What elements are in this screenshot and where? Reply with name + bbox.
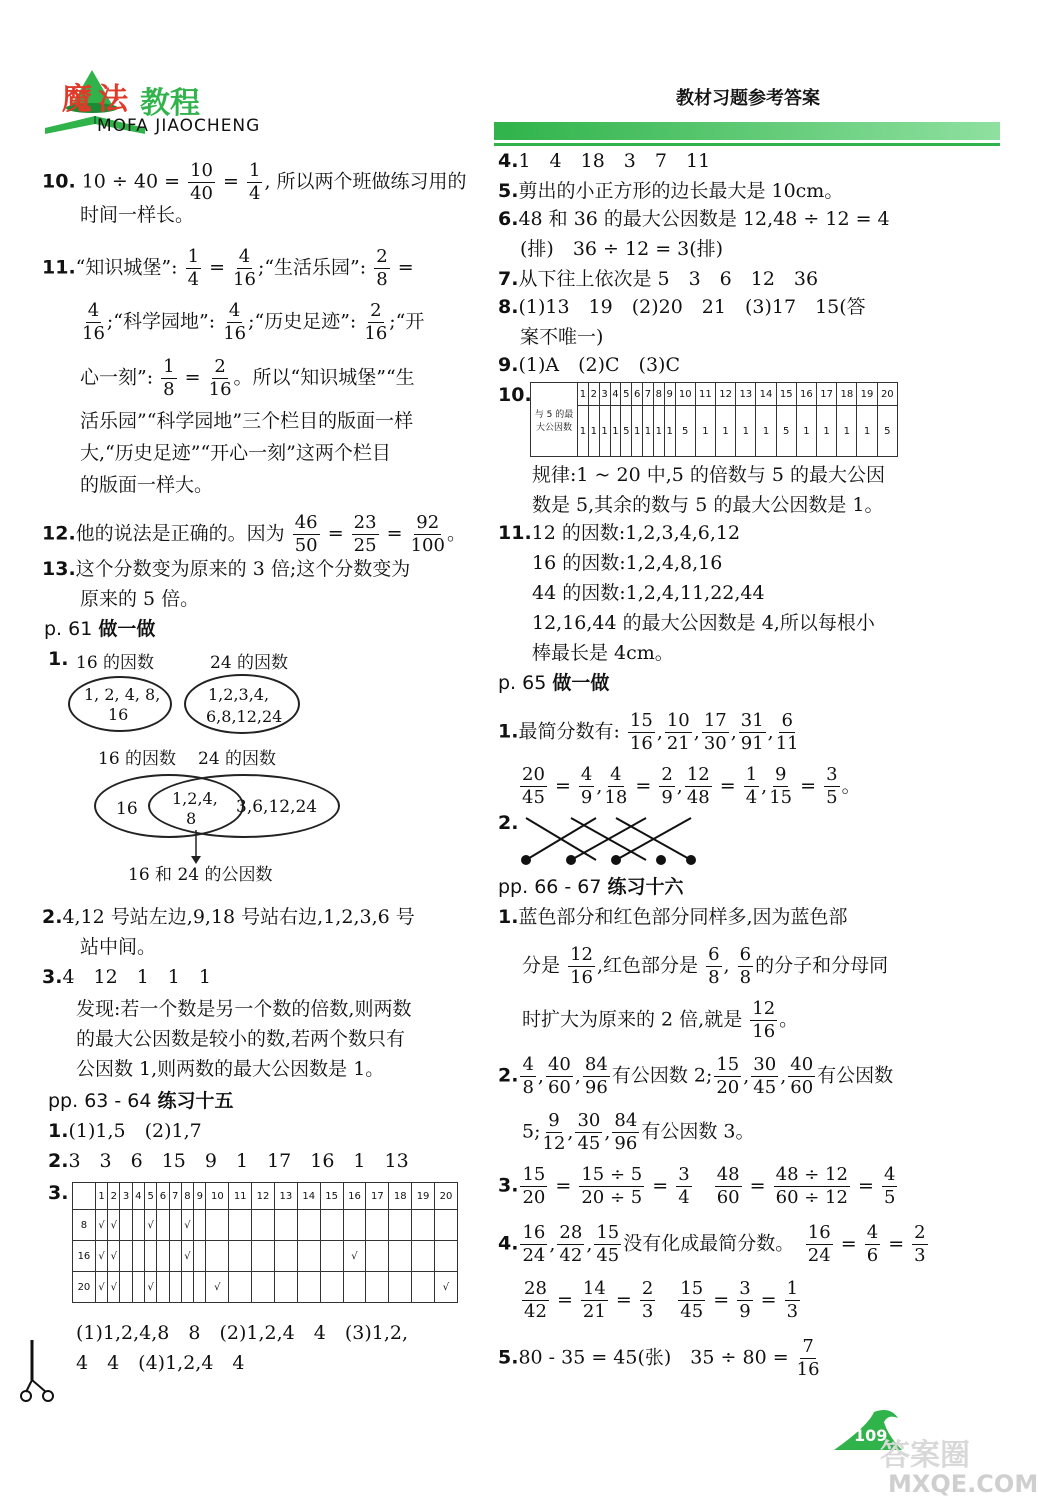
fraction: $\frac{30}{45}$ [577,1110,601,1154]
table-header-cell: 15 [320,1183,343,1210]
table-header-cell: 11 [695,383,715,406]
table-cell [229,1272,252,1303]
question-11-line4: 活乐园”“科学园地”三个栏目的版面一样 [80,410,414,432]
table-cell [181,1272,193,1303]
table-cell: √ [108,1272,120,1303]
table-cell [274,1272,297,1303]
row-label: 与 5 的最大公因数 [531,383,578,457]
table-header-cell: 9 [664,383,675,406]
table-cell: 5 [621,406,632,457]
matching-lines-diagram [516,810,716,870]
table-cell [434,1241,457,1272]
answer-7: 7.从下往上依次是 5 3 6 12 36 [498,268,819,290]
section-pp66-67: pp. 66 - 67 练习十六 [498,876,684,898]
answer-4: 4.1 4 18 3 7 11 [498,150,711,172]
table-cell [120,1210,132,1241]
table-cell: 1 [664,406,675,457]
table-cell [343,1272,366,1303]
table-header-cell: 3 [120,1183,132,1210]
table-cell [194,1210,206,1241]
table-cell [412,1272,435,1303]
fraction: $\frac{2}{8}$ [376,246,388,290]
fraction: $\frac{3}{9}$ [739,1278,751,1322]
fraction: $\frac{4}{16}$ [233,246,256,290]
table-header-cell: 7 [169,1183,181,1210]
table-cell [297,1241,320,1272]
fraction: $\frac{1}{4}$ [745,764,758,808]
gcd-with-5-table [530,382,898,457]
table-header-cell: 13 [736,383,756,406]
table-header-cell: 2 [588,383,599,406]
fraction: $\frac{4}{18}$ [604,764,628,808]
table-cell [320,1272,343,1303]
table-cell: √ [434,1272,457,1303]
table-cell [229,1210,252,1241]
logo [40,68,340,140]
table-cell: 1 [736,406,756,457]
watermark-cn: 答案圈 [880,1438,970,1473]
do-it-3-line4: 公因数 1,则两数的最大公因数是 1。 [76,1058,385,1080]
table-cell: √ [95,1241,107,1272]
section-pp63-64: pp. 63 - 64 练习十五 [48,1090,234,1112]
table-cell: 1 [857,406,877,457]
fraction: $\frac{92}{100}$ [410,512,445,556]
question-11-line3: 心一刻”: $\frac{1}{8}$ = $\frac{2}{16}$ 。所以“知识城堡”“生 [80,356,415,400]
table-row [73,1241,458,1272]
table-cell: √ [95,1272,107,1303]
table-cell [389,1272,412,1303]
table-header-cell: 6 [632,383,643,406]
fraction: $\frac{6}{8}$ [739,944,752,988]
do-it-3: 3.4 12 1 1 1 [42,966,211,988]
watermark-url: MXQE.COM [888,1470,1038,1498]
table-header-cell: 12 [716,383,736,406]
fraction: $\frac{15}{45}$ [680,1278,704,1322]
table-header-cell: 17 [366,1183,389,1210]
table-cell: 1 [837,406,857,457]
do-it-3-line2: 发现:若一个数是另一个数的倍数,则两数 [76,998,412,1020]
set-16-line2: 16 [108,705,129,724]
exercise-2: 2.3 3 6 15 9 1 17 16 1 13 [48,1150,409,1172]
answer-6-line2: (排) 36 ÷ 12 = 3(排) [520,238,724,260]
p65-answer-1: 1.最简分数有: $\frac{15}{16}$ , $\frac{10}{21}$ , $\frac{17}{30}$ , $\frac{31}{91}$ , $\frac{6}{11}$ [498,710,799,754]
table-cell [320,1241,343,1272]
table-header-cell: 15 [776,383,796,406]
fraction: $\frac{15}{45}$ [596,1222,620,1266]
venn-label-16: 16 的因数 [98,749,177,769]
answer-9: 9.(1)A (2)C (3)C [498,354,680,376]
table-cell: 1 [643,406,654,457]
table-cell: √ [95,1210,107,1241]
answer-6: 6.48 和 36 的最大公因数是 12,48 ÷ 12 = 4 [498,208,890,230]
fraction: $\frac{2}{3}$ [641,1278,654,1322]
table-cell: 5 [877,406,897,457]
table-header-cell: 5 [621,383,632,406]
brand-pinyin: MOFA JIAOCHENG [97,116,261,136]
table-header-cell: 4 [610,383,621,406]
table-header-cell: 7 [643,383,654,406]
table-cell: √ [144,1272,156,1303]
exercise16-1-line2: 分是 $\frac{12}{16}$ ,红色部分是 $\frac{6}{8}$ , $\frac{6}{8}$ 的分子和分母同 [522,944,889,988]
fraction: $\frac{4}{8}$ [522,1054,534,1098]
exercise-3-answer-line2: 4 4 (4)1,2,4 4 [76,1352,245,1374]
logo-char-1: 魔 [62,82,92,117]
table-cell [252,1272,275,1303]
table-header-cell: 6 [157,1183,169,1210]
fraction: $\frac{9}{12}$ [542,1110,566,1154]
fraction: $\frac{16}{24}$ [522,1222,546,1266]
question-13: 13.这个分数变为原来的 3 倍;这个分数变为 [42,558,411,580]
table-header-cell: 13 [274,1183,297,1210]
page-number: 109 [854,1426,888,1445]
answer-11-line3: 44 的因数:1,2,4,11,22,44 [532,582,765,604]
table-header-cell: 8 [181,1183,193,1210]
table-header-cell: 18 [389,1183,412,1210]
venn-only-24: 3,6,12,24 [236,797,318,817]
fraction: $\frac{4}{16}$ [223,300,247,344]
venn-only-16: 16 [116,799,138,819]
table-cell [366,1241,389,1272]
table-cell: 1 [610,406,621,457]
fraction: $\frac{6}{11}$ [775,710,799,754]
exercise16-2-line2: 5; $\frac{9}{12}$ , $\frac{30}{45}$ , $\frac{84}{96}$ 有公因数 3。 [522,1110,755,1154]
answer-10-rule-line1: 规律:1 ~ 20 中,5 的倍数与 5 的最大公因 [532,464,886,486]
set-24-line2: 6,8,12,24 [206,707,283,726]
set-24-line1: 1,2,3,4, [208,685,270,704]
table-cell: √ [181,1241,193,1272]
table-cell: 1 [588,406,599,457]
table-cell: 1 [796,406,816,457]
exercise16-3: 3. $\frac{15}{20}$ = $\frac{15 \div 5}{20 \div 5}$ = $\frac{3}{4}$ $\frac{48}{60}$ = $\frac{48 \div 12}{60 \div 12}$ = $\frac{4}{5}$ [498,1164,896,1208]
exercise-1: 1.(1)1,5 (2)1,7 [48,1120,202,1142]
fraction: $\frac{3}{5}$ [826,764,838,808]
exercise16-4: 4. $\frac{16}{24}$ , $\frac{28}{42}$ , $\frac{15}{45}$ 没有化成最简分数。 $\frac{16}{24}$ = $\frac{4}{6}$ = $\frac{2}{3}$ [498,1222,926,1266]
table-cell: 1 [632,406,643,457]
table-cell: 5 [776,406,796,457]
fraction: $\frac{16}{24}$ [807,1222,831,1266]
fraction: $\frac{1}{8}$ [163,356,175,400]
logo-suffix: 教程 [140,86,200,121]
table-cell [157,1272,169,1303]
fraction: $\frac{4}{9}$ [580,764,593,808]
table-cell [412,1241,435,1272]
fraction: $\frac{7}{16}$ [796,1336,820,1380]
answer-10-number: 10. [498,384,532,406]
fraction: $\frac{1}{4}$ [187,246,200,290]
fraction: $\frac{4}{16}$ [82,300,105,344]
fraction: $\frac{84}{96}$ [584,1054,608,1098]
answer-11-line5: 棒最长是 4cm。 [532,642,674,664]
set-16-line1: 1, 2, 4, 8, [84,685,161,704]
fraction: $\frac{1}{3}$ [786,1278,799,1322]
table-header-cell: 20 [434,1183,457,1210]
exercise16-5: 5.80 - 35 = 45(张) 35 ÷ 80 = $\frac{7}{16}$ [498,1336,820,1380]
fraction: $\frac{4}{6}$ [866,1222,879,1266]
exercise-3-answer-line1: (1)1,2,4,8 8 (2)1,2,4 4 (3)1,2, [76,1322,408,1344]
table-cell [252,1241,275,1272]
fraction: $\frac{12}{16}$ [752,998,776,1042]
table-cell [157,1241,169,1272]
table-cell: 1 [578,406,589,457]
fraction: $\frac{46}{50}$ [294,512,318,556]
answer-11-line4: 12,16,44 的最大公因数是 4,所以每根小 [532,612,875,634]
section-p65: p. 65 做一做 [498,672,610,694]
table-cell [169,1210,181,1241]
do-it-3-line3: 的最大公因数是较小的数,若两个数只有 [76,1028,406,1050]
header-rule [494,143,1000,146]
fraction: $\frac{6}{8}$ [708,944,720,988]
fraction: $\frac{2}{16}$ [208,356,232,400]
question-11: 11.“知识城堡”: $\frac{1}{4}$ = $\frac{4}{16}$ ;“生活乐园”: $\frac{2}{8}$ = [42,246,414,290]
fraction: $\frac{20}{45}$ [522,764,545,808]
fraction: $\frac{15 \div 5}{20 \div 5}$ [581,1164,643,1208]
factor-table [72,1182,458,1303]
fraction: $\frac{48 \div 12}{60 \div 12}$ [775,1164,848,1208]
fraction: $\frac{12}{48}$ [686,764,710,808]
row-label: 16 [73,1241,96,1272]
question-11-line5: 大,“历史足迹”“开心一刻”这两个栏目 [80,442,391,464]
table-cell [297,1210,320,1241]
table-header-cell: 3 [599,383,610,406]
table-cell [132,1241,144,1272]
table-cell [320,1210,343,1241]
table-cell: √ [206,1272,229,1303]
section-p61: p. 61 做一做 [44,618,156,640]
table-cell: √ [108,1210,120,1241]
table-cell: 1 [695,406,715,457]
table-cell [366,1210,389,1241]
fraction: $\frac{30}{45}$ [753,1054,777,1098]
table-header-cell: 1 [95,1183,107,1210]
fraction: $\frac{15}{16}$ [629,710,653,754]
question-10-line2: 时间一样长。 [80,204,195,226]
table-row [73,1210,458,1241]
fraction: $\frac{1}{4}$ [249,160,261,204]
table-header-cell: 4 [132,1183,144,1210]
table-cell [274,1210,297,1241]
answer-8: 8.(1)13 19 (2)20 21 (3)17 15(答 [498,296,866,318]
table-cell [389,1210,412,1241]
table-header-cell: 12 [252,1183,275,1210]
exercise16-1: 1.蓝色部分和红色部分同样多,因为蓝色部 [498,906,848,928]
fraction: $\frac{4}{5}$ [883,1164,896,1208]
common-factors-caption: 16 和 24 的公因数 [128,865,273,885]
table-cell [120,1241,132,1272]
table-header-cell: 9 [194,1183,206,1210]
fraction: $\frac{15}{20}$ [716,1054,740,1098]
table-cell [144,1241,156,1272]
table-header-cell: 19 [857,383,877,406]
table-header-cell: 11 [229,1183,252,1210]
table-cell [274,1241,297,1272]
exercise16-4-line2: $\frac{28}{42}$ = $\frac{14}{21}$ = $\frac{2}{3}$ $\frac{15}{45}$ = $\frac{3}{9}$ = $\frac{1}{3}$ [524,1278,799,1322]
table-header-cell: 10 [206,1183,229,1210]
exercise-3-number: 3. [48,1182,69,1204]
exercise16-2: 2. $\frac{4}{8}$ , $\frac{40}{60}$ , $\frac{84}{96}$ 有公因数 2; $\frac{15}{20}$ , $\frac{30}{45}$ , $\frac{40}{60}$ 有公因数 [498,1054,894,1098]
fraction: $\frac{2}{16}$ [364,300,388,344]
venn-label-24: 24 的因数 [198,749,277,769]
table-header-cell: 8 [653,383,664,406]
table-header-cell: 16 [796,383,816,406]
fraction: $\frac{40}{60}$ [790,1054,814,1098]
fraction: $\frac{84}{96}$ [614,1110,638,1154]
table-cell [412,1210,435,1241]
label-24-factors: 24 的因数 [210,653,289,673]
table-cell [206,1241,229,1272]
table-header-cell: 1 [578,383,589,406]
fraction: $\frac{31}{91}$ [740,710,764,754]
question-11-line6: 的版面一样大。 [80,474,214,496]
table-cell [169,1241,181,1272]
table-header-cell: 17 [817,383,837,406]
table-cell [297,1272,320,1303]
table-header-cell: 16 [343,1183,366,1210]
fraction: $\frac{28}{42}$ [524,1278,547,1322]
exercise16-1-line3: 时扩大为原来的 2 倍,就是 $\frac{12}{16}$ 。 [522,998,799,1042]
table-cell [366,1272,389,1303]
fraction: $\frac{17}{30}$ [703,710,727,754]
fraction: $\frac{40}{60}$ [547,1054,571,1098]
table-cell: √ [343,1241,366,1272]
table-cell: 1 [653,406,664,457]
question-13-line2: 原来的 5 倍。 [80,588,200,610]
fraction: $\frac{14}{21}$ [582,1278,606,1322]
answer-11-line2: 16 的因数:1,2,4,8,16 [532,552,723,574]
table-header-cell: 2 [108,1183,120,1210]
table-cell [120,1272,132,1303]
table-header-cell: 10 [675,383,695,406]
answer-5: 5.剪出的小正方形的边长最大是 10cm。 [498,180,844,202]
answer-11: 11.12 的因数:1,2,3,4,6,12 [498,522,741,544]
table-header-cell: 5 [144,1183,156,1210]
header-green-bar [494,122,1000,140]
table-cell [194,1241,206,1272]
table-cell: 1 [817,406,837,457]
fraction: $\frac{2}{9}$ [661,764,673,808]
table-cell [206,1210,229,1241]
table-cell [389,1241,412,1272]
fraction: $\frac{12}{16}$ [570,944,593,988]
label-16-factors: 16 的因数 [76,653,155,673]
table-header-cell: 14 [297,1183,320,1210]
do-it-1-number: 1. [48,648,69,670]
table-cell [132,1210,144,1241]
table-cell [343,1210,366,1241]
p65-answer-1-equations: $\frac{20}{45}$ = $\frac{4}{9}$ , $\frac{4}{18}$ = $\frac{2}{9}$ , $\frac{12}{48}$ = $\frac{1}{4}$ , $\frac{9}{15}$ = $\frac{3}{5}$ 。 [522,764,861,808]
table-header-cell: 19 [412,1183,435,1210]
fraction: $\frac{2}{3}$ [914,1222,926,1266]
fraction: $\frac{9}{15}$ [769,764,793,808]
table-cell [252,1210,275,1241]
table-cell [169,1272,181,1303]
table-cell [229,1241,252,1272]
table-cell: 1 [716,406,736,457]
fraction: $\frac{28}{42}$ [559,1222,583,1266]
do-it-2: 2.4,12 号站左边,9,18 号站右边,1,2,3,6 号 [42,906,415,928]
venn-common-line2: 8 [186,809,197,828]
table-cell: √ [108,1241,120,1272]
answer-10-rule-line2: 数是 5,其余的数与 5 的最大公因数是 1。 [532,494,884,516]
fraction: $\frac{23}{25}$ [353,512,377,556]
table-cell [434,1210,457,1241]
question-10: 10. 10 ÷ 40 = $\frac{10}{40}$ = $\frac{1}{4}$ , 所以两个班做练习用的 [42,160,467,204]
p65-answer-2-number: 2. [498,812,519,834]
fraction: $\frac{10}{21}$ [666,710,690,754]
row-label: 8 [73,1210,96,1241]
table-cell: 1 [756,406,776,457]
fraction: $\frac{15}{20}$ [522,1164,546,1208]
answer-8-line2: 案不唯一) [520,326,604,348]
fraction: $\frac{3}{4}$ [678,1164,690,1208]
logo-char-2: 法 [98,82,128,117]
page-title: 教材习题参考答案 [676,88,820,109]
fraction: $\frac{10}{40}$ [190,160,213,204]
row-label: 20 [73,1272,96,1303]
question-12: 12.他的说法是正确的。因为 $\frac{46}{50}$ = $\frac{23}{25}$ = $\frac{92}{100}$ 。 [42,512,466,556]
do-it-2-line2: 站中间。 [80,936,157,958]
scissors-icon [18,1340,58,1406]
table-cell: √ [181,1210,193,1241]
table-cell: 5 [675,406,695,457]
table-row [73,1272,458,1303]
table-cell: 1 [599,406,610,457]
table-header-cell: 14 [756,383,776,406]
fraction: $\frac{48}{60}$ [716,1164,740,1208]
table-cell [194,1272,206,1303]
table-cell [132,1272,144,1303]
table-header-cell: 18 [837,383,857,406]
venn-common-line1: 1,2,4, [172,789,218,808]
table-cell: √ [144,1210,156,1241]
table-header-cell: 20 [877,383,897,406]
question-11-line2: $\frac{4}{16}$ ;“科学园地”: $\frac{4}{16}$ ;“历史足迹”: $\frac{2}{16}$ ;“开 [82,300,425,344]
table-cell [157,1210,169,1241]
